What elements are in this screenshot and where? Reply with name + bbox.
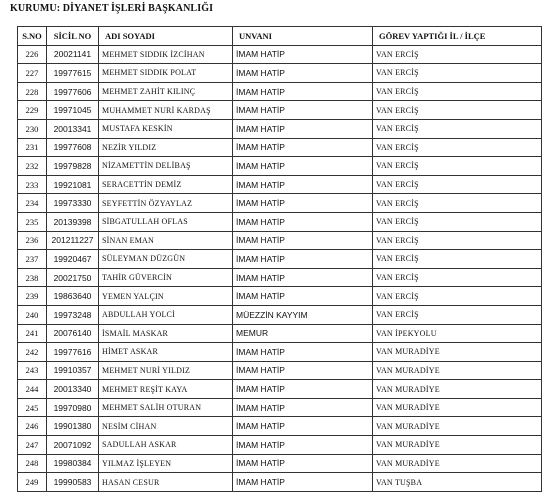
cell-name: HİMET ASKAR bbox=[99, 343, 233, 362]
cell-sicil-no: 19921081 bbox=[47, 175, 99, 194]
cell-location: VAN ERCİŞ bbox=[373, 64, 542, 83]
cell-name: SİBGATULLAH OFLAS bbox=[99, 212, 233, 231]
cell-name: MEHMET SALİH OTURAN bbox=[99, 398, 233, 417]
cell-name: NESİM CİHAN bbox=[99, 417, 233, 436]
cell-location: VAN ERCİŞ bbox=[373, 45, 542, 64]
cell-location: VAN MURADİYE bbox=[373, 343, 542, 362]
table-row bbox=[18, 417, 542, 436]
cell-location: VAN ERCİŞ bbox=[373, 175, 542, 194]
cell-title: MÜEZZİN KAYYIM bbox=[233, 305, 373, 324]
cell-sicil-no: 19970980 bbox=[47, 398, 99, 417]
table-row bbox=[18, 157, 542, 176]
cell-sicil-no: 19977615 bbox=[47, 64, 99, 83]
cell-sicil-no: 19979828 bbox=[47, 157, 99, 176]
cell-title: İMAM HATİP bbox=[233, 454, 373, 473]
table-row bbox=[18, 343, 542, 362]
table-row bbox=[18, 380, 542, 399]
cell-title: İMAM HATİP bbox=[233, 250, 373, 269]
cell-title: İMAM HATİP bbox=[233, 343, 373, 362]
cell-location: VAN İPEKYOLU bbox=[373, 324, 542, 343]
cell-sno: 249 bbox=[18, 473, 47, 492]
header-sno: S.NO bbox=[18, 27, 47, 46]
cell-title: İMAM HATİP bbox=[233, 194, 373, 213]
cell-location: VAN TUŞBA bbox=[373, 473, 542, 492]
table-row bbox=[18, 454, 542, 473]
cell-sno: 232 bbox=[18, 157, 47, 176]
cell-sno: 228 bbox=[18, 82, 47, 101]
cell-title: İMAM HATİP bbox=[233, 398, 373, 417]
cell-location: VAN MURADİYE bbox=[373, 417, 542, 436]
cell-sno: 227 bbox=[18, 64, 47, 83]
cell-sicil-no: 19863640 bbox=[47, 287, 99, 306]
cell-sno: 226 bbox=[18, 45, 47, 64]
cell-location: VAN MURADİYE bbox=[373, 436, 542, 455]
cell-title: İMAM HATİP bbox=[233, 119, 373, 138]
cell-sicil-no: 19910357 bbox=[47, 361, 99, 380]
cell-title: İMAM HATİP bbox=[233, 101, 373, 120]
cell-location: VAN ERCİŞ bbox=[373, 287, 542, 306]
cell-title: İMAM HATİP bbox=[233, 268, 373, 287]
table-row bbox=[18, 473, 542, 492]
header-location: GÖREV YAPTIĞI İL / İLÇE bbox=[373, 27, 542, 46]
cell-sno: 233 bbox=[18, 175, 47, 194]
cell-title: İMAM HATİP bbox=[233, 380, 373, 399]
cell-title: İMAM HATİP bbox=[233, 157, 373, 176]
cell-name: MEHMET SIDDIK POLAT bbox=[99, 64, 233, 83]
cell-location: VAN ERCİŞ bbox=[373, 212, 542, 231]
cell-sicil-no: 19980384 bbox=[47, 454, 99, 473]
cell-sicil-no: 19920467 bbox=[47, 250, 99, 269]
cell-title: İMAM HATİP bbox=[233, 436, 373, 455]
cell-title: MEMUR bbox=[233, 324, 373, 343]
table-row bbox=[18, 361, 542, 380]
cell-name: YEMEN YALÇIN bbox=[99, 287, 233, 306]
cell-sno: 231 bbox=[18, 138, 47, 157]
cell-sicil-no: 19977616 bbox=[47, 343, 99, 362]
cell-name: SİNAN EMAN bbox=[99, 231, 233, 250]
cell-location: VAN MURADİYE bbox=[373, 398, 542, 417]
table-row bbox=[18, 82, 542, 101]
cell-sno: 230 bbox=[18, 119, 47, 138]
cell-name: TAHİR GÜVERCİN bbox=[99, 268, 233, 287]
table-row bbox=[18, 45, 542, 64]
table-row bbox=[18, 119, 542, 138]
table-row bbox=[18, 212, 542, 231]
cell-name: MUHAMMET NURİ KARDAŞ bbox=[99, 101, 233, 120]
cell-sicil-no: 19990583 bbox=[47, 473, 99, 492]
table-row bbox=[18, 250, 542, 269]
table-row bbox=[18, 305, 542, 324]
cell-name: ABDULLAH YOLCİ bbox=[99, 305, 233, 324]
cell-sicil-no: 19977606 bbox=[47, 82, 99, 101]
table-row bbox=[18, 175, 542, 194]
cell-sno: 237 bbox=[18, 250, 47, 269]
cell-sno: 242 bbox=[18, 343, 47, 362]
cell-sno: 239 bbox=[18, 287, 47, 306]
cell-name: MUSTAFA KESKİN bbox=[99, 119, 233, 138]
cell-sno: 241 bbox=[18, 324, 47, 343]
cell-name: SADULLAH ASKAR bbox=[99, 436, 233, 455]
cell-sno: 240 bbox=[18, 305, 47, 324]
cell-sicil-no: 20076140 bbox=[47, 324, 99, 343]
table-row bbox=[18, 194, 542, 213]
cell-name: HASAN CESUR bbox=[99, 473, 233, 492]
cell-name: SÜLEYMAN DÜZGÜN bbox=[99, 250, 233, 269]
cell-sno: 246 bbox=[18, 417, 47, 436]
cell-title: İMAM HATİP bbox=[233, 231, 373, 250]
cell-sno: 234 bbox=[18, 194, 47, 213]
cell-sno: 248 bbox=[18, 454, 47, 473]
table-row bbox=[18, 268, 542, 287]
cell-sicil-no: 20071092 bbox=[47, 436, 99, 455]
cell-sno: 243 bbox=[18, 361, 47, 380]
cell-name: MEHMET ZAHİT KILINÇ bbox=[99, 82, 233, 101]
cell-sno: 238 bbox=[18, 268, 47, 287]
cell-sicil-no: 20139398 bbox=[47, 212, 99, 231]
table-row bbox=[18, 287, 542, 306]
cell-sicil-no: 20021141 bbox=[47, 45, 99, 64]
cell-sno: 235 bbox=[18, 212, 47, 231]
cell-title: İMAM HATİP bbox=[233, 287, 373, 306]
cell-title: İMAM HATİP bbox=[233, 417, 373, 436]
cell-title: İMAM HATİP bbox=[233, 138, 373, 157]
cell-title: İMAM HATİP bbox=[233, 45, 373, 64]
cell-sicil-no: 20021750 bbox=[47, 268, 99, 287]
cell-location: VAN MURADİYE bbox=[373, 380, 542, 399]
cell-location: VAN ERCİŞ bbox=[373, 250, 542, 269]
cell-name: NEZİR YILDIZ bbox=[99, 138, 233, 157]
cell-location: VAN ERCİŞ bbox=[373, 157, 542, 176]
cell-title: İMAM HATİP bbox=[233, 175, 373, 194]
cell-sicil-no: 19901380 bbox=[47, 417, 99, 436]
cell-location: VAN ERCİŞ bbox=[373, 268, 542, 287]
cell-title: İMAM HATİP bbox=[233, 361, 373, 380]
cell-sicil-no: 201211227 bbox=[47, 231, 99, 250]
table-row bbox=[18, 138, 542, 157]
cell-location: VAN ERCİŞ bbox=[373, 82, 542, 101]
cell-location: VAN ERCİŞ bbox=[373, 231, 542, 250]
table-row bbox=[18, 101, 542, 120]
cell-sno: 229 bbox=[18, 101, 47, 120]
table-header-row bbox=[18, 27, 542, 46]
table-row bbox=[18, 398, 542, 417]
cell-sicil-no: 20013340 bbox=[47, 380, 99, 399]
cell-location: VAN ERCİŞ bbox=[373, 305, 542, 324]
cell-name: İSMAİL MASKAR bbox=[99, 324, 233, 343]
cell-location: VAN MURADİYE bbox=[373, 454, 542, 473]
cell-name: SERACETTİN DEMİZ bbox=[99, 175, 233, 194]
cell-location: VAN ERCİŞ bbox=[373, 194, 542, 213]
cell-location: VAN ERCİŞ bbox=[373, 119, 542, 138]
cell-name: MEHMET SIDDIK İZCİHAN bbox=[99, 45, 233, 64]
cell-sicil-no: 19973330 bbox=[47, 194, 99, 213]
cell-sno: 245 bbox=[18, 398, 47, 417]
cell-name: SEYFETTİN ÖZYAYLAZ bbox=[99, 194, 233, 213]
cell-sicil-no: 19973248 bbox=[47, 305, 99, 324]
institution-title: KURUMU: DİYANET İŞLERİ BAŞKANLIĞI bbox=[10, 3, 214, 14]
table-row bbox=[18, 324, 542, 343]
table-body bbox=[18, 45, 542, 491]
header-title: UNVANI bbox=[233, 27, 373, 46]
table-row bbox=[18, 231, 542, 250]
cell-sno: 244 bbox=[18, 380, 47, 399]
table-row bbox=[18, 64, 542, 83]
cell-name: MEHMET REŞİT KAYA bbox=[99, 380, 233, 399]
cell-location: VAN MURADİYE bbox=[373, 361, 542, 380]
cell-name: MEHMET NURİ YILDIZ bbox=[99, 361, 233, 380]
header-sicil-no: SİCİL NO bbox=[47, 27, 99, 46]
cell-title: İMAM HATİP bbox=[233, 82, 373, 101]
cell-title: İMAM HATİP bbox=[233, 212, 373, 231]
table-row bbox=[18, 436, 542, 455]
cell-title: İMAM HATİP bbox=[233, 64, 373, 83]
personnel-table bbox=[17, 26, 542, 492]
cell-sno: 236 bbox=[18, 231, 47, 250]
cell-sicil-no: 19971045 bbox=[47, 101, 99, 120]
cell-sicil-no: 20013341 bbox=[47, 119, 99, 138]
cell-title: İMAM HATİP bbox=[233, 473, 373, 492]
cell-sicil-no: 19977608 bbox=[47, 138, 99, 157]
cell-name: YILMAZ İŞLEYEN bbox=[99, 454, 233, 473]
header-name: ADI SOYADI bbox=[99, 27, 233, 46]
cell-location: VAN ERCİŞ bbox=[373, 138, 542, 157]
cell-sno: 247 bbox=[18, 436, 47, 455]
cell-name: NİZAMETTİN DELİBAŞ bbox=[99, 157, 233, 176]
cell-location: VAN ERCİŞ bbox=[373, 101, 542, 120]
